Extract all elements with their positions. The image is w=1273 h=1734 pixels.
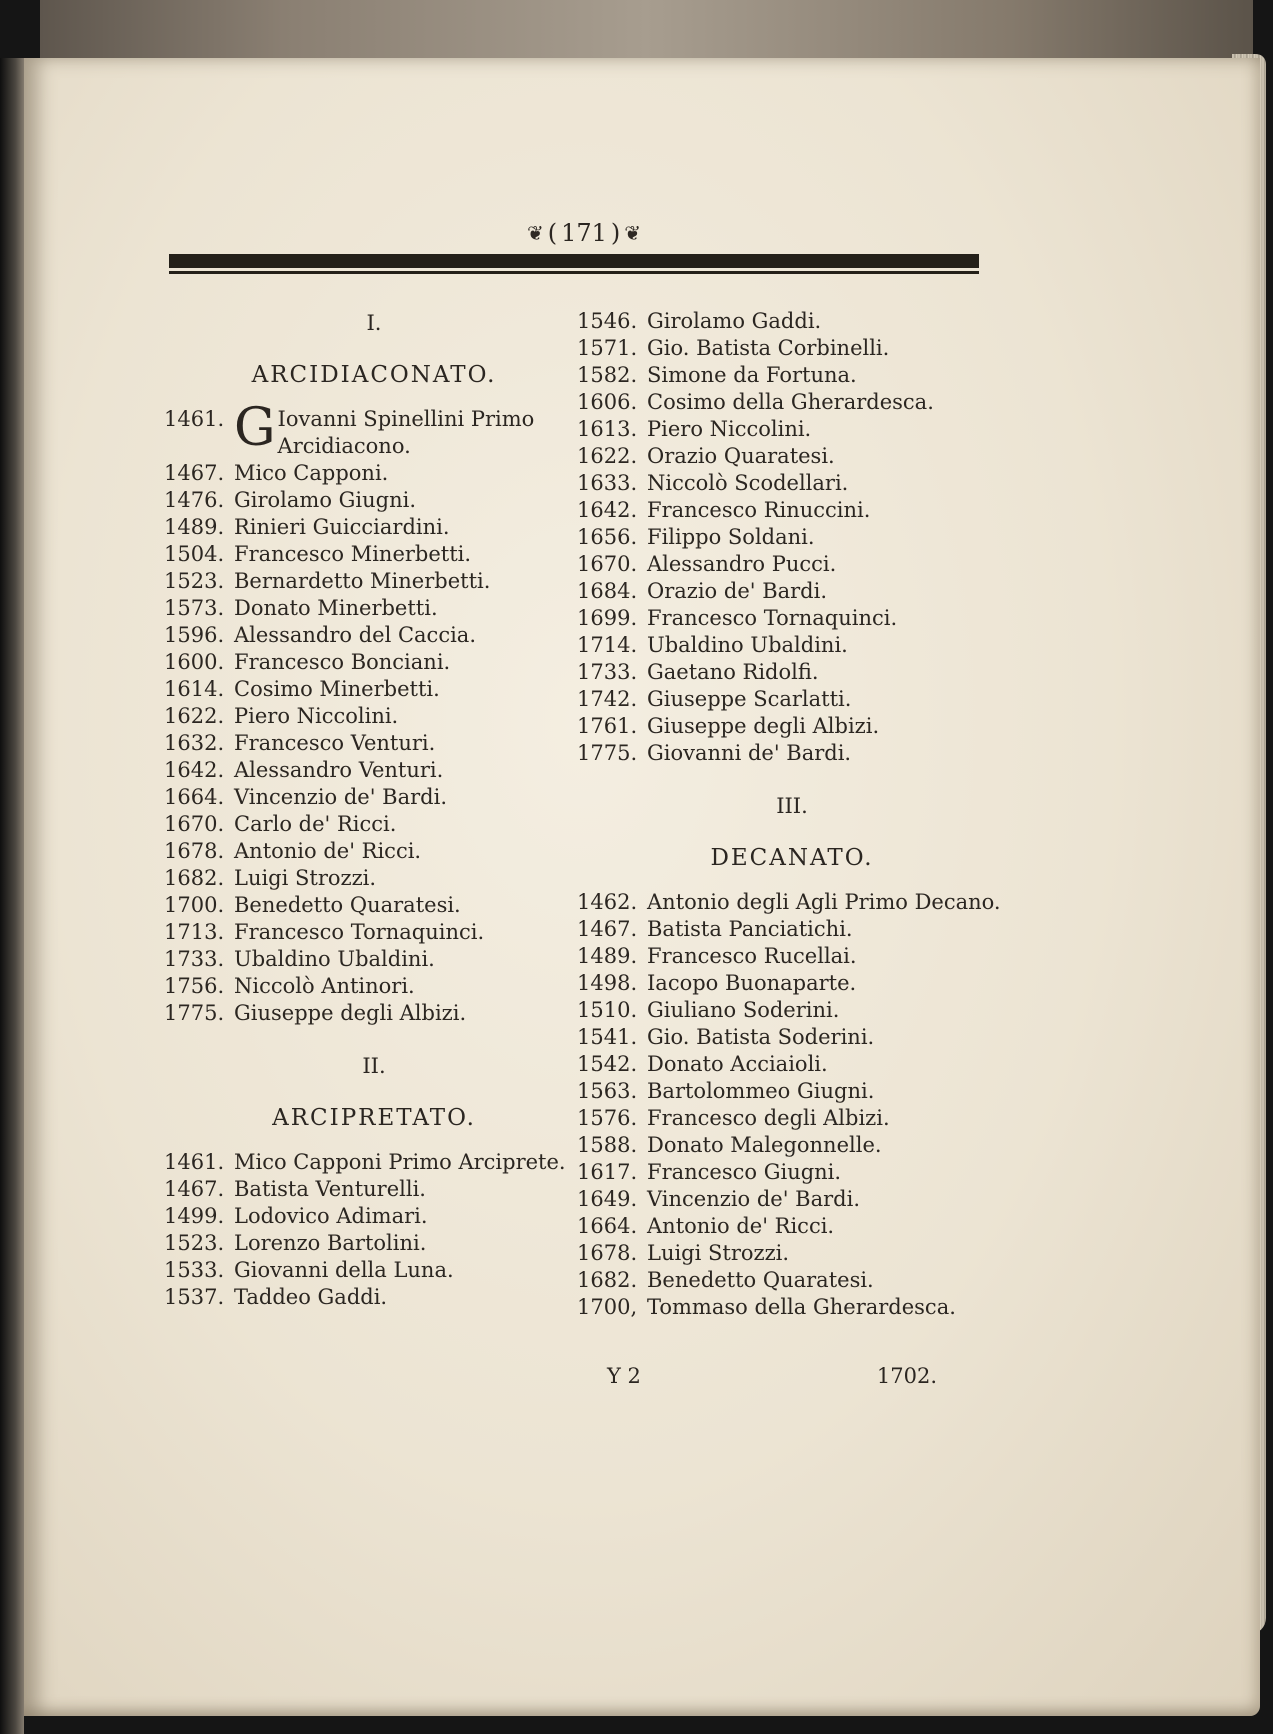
entry-name: Francesco Rucellai. (647, 944, 857, 968)
entry-year: 1678. (164, 839, 225, 863)
list-item (164, 703, 584, 730)
entry-year: 1588. (577, 1133, 638, 1157)
page-footer (607, 1363, 937, 1390)
drop-cap: G (234, 398, 276, 458)
entry-year: 1576. (577, 1106, 638, 1130)
list-item (577, 362, 1007, 389)
signature-mark: Y 2 (607, 1364, 641, 1388)
list-item (164, 514, 584, 541)
list-item (164, 892, 584, 919)
list-item (577, 605, 1007, 632)
page-number: 171 (561, 219, 607, 247)
entry-name: Francesco Minerbetti. (234, 542, 472, 566)
entry-year: 1537. (164, 1285, 225, 1309)
entry-name: Niccolò Antinori. (234, 974, 415, 998)
entry-name: Giuseppe degli Albizi. (234, 1001, 467, 1025)
list-item (164, 730, 584, 757)
entry-year: 1541. (577, 1025, 638, 1049)
entry-name: Francesco Giugni. (647, 1160, 842, 1184)
entry-name: Vincenzio de' Bardi. (234, 785, 447, 809)
entry-year: 1664. (577, 1214, 638, 1238)
entry-year: 1533. (164, 1258, 225, 1282)
entry-name: Orazio de' Bardi. (647, 579, 828, 603)
entry-name: Donato Malegonnelle. (647, 1133, 882, 1157)
entry-name: Taddeo Gaddi. (234, 1285, 388, 1309)
entry-name: Vincenzio de' Bardi. (647, 1187, 860, 1211)
entry-name: Francesco degli Albizi. (647, 1106, 890, 1130)
list-item (577, 1213, 1007, 1240)
entry-year: 1600. (164, 650, 225, 674)
entry-name: Piero Niccolini. (234, 704, 399, 728)
list-item (164, 398, 584, 460)
entry-name: Ubaldino Ubaldini. (647, 633, 848, 657)
entry-name: Giuseppe degli Albizi. (647, 714, 880, 738)
entry-name: Giovanni della Luna. (234, 1258, 454, 1282)
entry-name: Tommaso della Gherardesca. (647, 1295, 956, 1319)
entry-name: Antonio de' Ricci. (647, 1214, 835, 1238)
list-item (577, 443, 1007, 470)
list-item (577, 659, 1007, 686)
entry-year: 1713. (164, 920, 225, 944)
entry-year: 1461. (164, 1150, 225, 1174)
entry-year: 1649. (577, 1187, 638, 1211)
entry-year: 1700. (164, 893, 225, 917)
entry-name: Gio. Batista Corbinelli. (647, 336, 890, 360)
entry-name: Benedetto Quaratesi. (234, 893, 461, 917)
list-item (577, 470, 1007, 497)
list-item (577, 551, 1007, 578)
entry-year: 1670. (164, 812, 225, 836)
entry-year: 1714. (577, 633, 638, 657)
section-gap (164, 1027, 584, 1051)
header-rule-thin (169, 271, 979, 274)
list-item (164, 1203, 584, 1230)
list-item (577, 335, 1007, 362)
list-item (577, 1078, 1007, 1105)
entry-name: Carlo de' Ricci. (234, 812, 397, 836)
entry-year: 1775. (164, 1001, 225, 1025)
list-item (577, 1186, 1007, 1213)
entry-name: Bartolommeo Giugni. (647, 1079, 875, 1103)
list-item (164, 541, 584, 568)
entry-year: 1504. (164, 542, 225, 566)
entry-name: Lodovico Adimari. (234, 1204, 428, 1228)
entry-year: 1700, (577, 1295, 638, 1319)
list-item (577, 308, 1007, 335)
book-binding-edge (0, 58, 24, 1734)
entry-name: Antonio de' Ricci. (234, 839, 422, 863)
entry-year: 1756. (164, 974, 225, 998)
entry-year: 1467. (577, 917, 638, 941)
entry-year: 1699. (577, 606, 638, 630)
list-item (577, 416, 1007, 443)
list-item (164, 865, 584, 892)
list-item (164, 946, 584, 973)
entry-name: Benedetto Quaratesi. (647, 1268, 874, 1292)
paren-open: ( (547, 219, 558, 247)
entry-name: Giovanni de' Bardi. (647, 741, 852, 765)
entry-year: 1510. (577, 998, 638, 1022)
left-column (164, 308, 584, 1311)
list-item (164, 838, 584, 865)
entry-year: 1622. (577, 444, 638, 468)
entry-year: 1622. (164, 704, 225, 728)
entry-year: 1733. (164, 947, 225, 971)
entry-year: 1682. (164, 866, 225, 890)
list-item (577, 970, 1007, 997)
entry-name: Simone da Fortuna. (647, 363, 857, 387)
list-item (164, 784, 584, 811)
section-number-2: II. (362, 1054, 386, 1078)
entry-name: Girolamo Gaddi. (647, 309, 822, 333)
paren-close: ) (610, 219, 621, 247)
entry-year: 1733. (577, 660, 638, 684)
list-item (577, 1105, 1007, 1132)
entry-year: 1742. (577, 687, 638, 711)
entry-year: 1614. (164, 677, 225, 701)
list-item (577, 740, 1007, 767)
list-item (164, 919, 584, 946)
list-item (577, 1267, 1007, 1294)
entry-year: 1571. (577, 336, 638, 360)
entry-year: 1498. (577, 971, 638, 995)
section-title-arcidiaconato: ARCIDIACONATO. (251, 362, 497, 388)
entry-name: Alessandro Venturi. (234, 758, 444, 782)
entry-year: 1606. (577, 390, 638, 414)
entry-name: Lorenzo Bartolini. (234, 1231, 427, 1255)
entry-name: Francesco Tornaquinci. (234, 920, 485, 944)
entry-name (234, 398, 584, 460)
list-item (164, 811, 584, 838)
list-item (577, 916, 1007, 943)
entry-name: Mico Capponi Primo Arciprete. (234, 1150, 566, 1174)
entry-name: Donato Acciaioli. (647, 1052, 828, 1076)
entry-name: Alessandro del Caccia. (234, 623, 476, 647)
section-title-decanato: DECANATO. (710, 845, 874, 871)
section-title-arcipretato: ARCIPRETATO. (272, 1105, 476, 1131)
entry-year: 1546. (577, 309, 638, 333)
list-item (577, 1240, 1007, 1267)
list-item (577, 1294, 1007, 1321)
book-page (24, 58, 1260, 1716)
entry-year: 1523. (164, 1231, 225, 1255)
entry-name: Donato Minerbetti. (234, 596, 438, 620)
entry-name: Rinieri Guicciardini. (234, 515, 450, 539)
list-item (577, 686, 1007, 713)
list-item (577, 632, 1007, 659)
entry-year: 1775. (577, 741, 638, 765)
entry-year: 1462. (577, 890, 638, 914)
header-rule-thick (169, 254, 979, 268)
entry-year: 1582. (577, 363, 638, 387)
page-header (474, 215, 694, 251)
entry-year: 1476. (164, 488, 225, 512)
entry-year: 1633. (577, 471, 638, 495)
list-item (164, 568, 584, 595)
list-item (164, 676, 584, 703)
entry-name: Cosimo della Gherardesca. (647, 390, 934, 414)
entry-year: 1563. (577, 1079, 638, 1103)
section-gap (577, 767, 1007, 791)
entry-name: Batista Venturelli. (234, 1177, 426, 1201)
entry-year: 1632. (164, 731, 225, 755)
entry-year: 1664. (164, 785, 225, 809)
section-number-3: III. (776, 794, 808, 818)
entry-year: 1682. (577, 1268, 638, 1292)
list-item (164, 1230, 584, 1257)
entry-name-text: Iovanni Spinellini Primo Arcidiacono. (277, 407, 535, 458)
entry-year: 1499. (164, 1204, 225, 1228)
list-item (577, 497, 1007, 524)
entry-name: Cosimo Minerbetti. (234, 677, 440, 701)
entry-year: 1642. (164, 758, 225, 782)
ornament-right-icon: ❦ (624, 221, 642, 245)
list-item (577, 578, 1007, 605)
list-item (164, 757, 584, 784)
catchword: 1702. (876, 1364, 937, 1388)
entry-name: Francesco Tornaquinci. (647, 606, 898, 630)
entry-name: Francesco Bonciani. (234, 650, 451, 674)
entry-year: 1573. (164, 596, 225, 620)
entry-name: Francesco Rinuccini. (647, 498, 871, 522)
list-item (577, 997, 1007, 1024)
list-item (164, 1257, 584, 1284)
entry-name: Niccolò Scodellari. (647, 471, 849, 495)
entry-year: 1467. (164, 1177, 225, 1201)
entry-year: 1461. (164, 407, 225, 431)
list-item (164, 487, 584, 514)
list-item (577, 524, 1007, 551)
entry-year: 1617. (577, 1160, 638, 1184)
entry-year: 1670. (577, 552, 638, 576)
list-item (577, 1132, 1007, 1159)
list-item (577, 713, 1007, 740)
entry-year: 1656. (577, 525, 638, 549)
entry-name: Alessandro Pucci. (647, 552, 837, 576)
entry-name: Orazio Quaratesi. (647, 444, 835, 468)
list-item (164, 1284, 584, 1311)
book-top-edge (40, 0, 1253, 64)
section-number-1: I. (366, 311, 382, 335)
list-item (164, 460, 584, 487)
entry-year: 1684. (577, 579, 638, 603)
ornament-left-icon: ❦ (526, 221, 544, 245)
list-item (164, 1149, 584, 1176)
entry-year: 1489. (577, 944, 638, 968)
entry-name: Girolamo Giugni. (234, 488, 417, 512)
list-item (164, 595, 584, 622)
entry-name: Filippo Soldani. (647, 525, 815, 549)
list-item (164, 649, 584, 676)
entry-year: 1467. (164, 461, 225, 485)
list-item (577, 943, 1007, 970)
entry-name: Luigi Strozzi. (647, 1241, 790, 1265)
entry-name: Francesco Venturi. (234, 731, 436, 755)
entry-year: 1523. (164, 569, 225, 593)
list-item (164, 622, 584, 649)
entry-name: Iacopo Buonaparte. (647, 971, 857, 995)
entry-year: 1596. (164, 623, 225, 647)
entry-name: Antonio degli Agli Primo Decano. (647, 890, 1001, 914)
list-item (164, 973, 584, 1000)
entry-year: 1613. (577, 417, 638, 441)
list-item (164, 1176, 584, 1203)
entry-name: Luigi Strozzi. (234, 866, 377, 890)
right-column (577, 308, 1007, 1321)
list-item (577, 1159, 1007, 1186)
entry-name: Piero Niccolini. (647, 417, 812, 441)
entry-name: Giuliano Soderini. (647, 998, 840, 1022)
entry-name: Gaetano Ridolfi. (647, 660, 819, 684)
list-item (164, 1000, 584, 1027)
entry-name: Mico Capponi. (234, 461, 389, 485)
list-item (577, 1051, 1007, 1078)
list-item (577, 889, 1007, 916)
entry-year: 1678. (577, 1241, 638, 1265)
entry-year: 1761. (577, 714, 638, 738)
entry-name: Gio. Batista Soderini. (647, 1025, 875, 1049)
entry-year: 1642. (577, 498, 638, 522)
entry-name: Ubaldino Ubaldini. (234, 947, 435, 971)
entry-year: 1542. (577, 1052, 638, 1076)
entry-year: 1489. (164, 515, 225, 539)
list-item (577, 1024, 1007, 1051)
list-item (577, 389, 1007, 416)
entry-name: Bernardetto Minerbetti. (234, 569, 491, 593)
entry-name: Giuseppe Scarlatti. (647, 687, 852, 711)
entry-name: Batista Panciatichi. (647, 917, 853, 941)
